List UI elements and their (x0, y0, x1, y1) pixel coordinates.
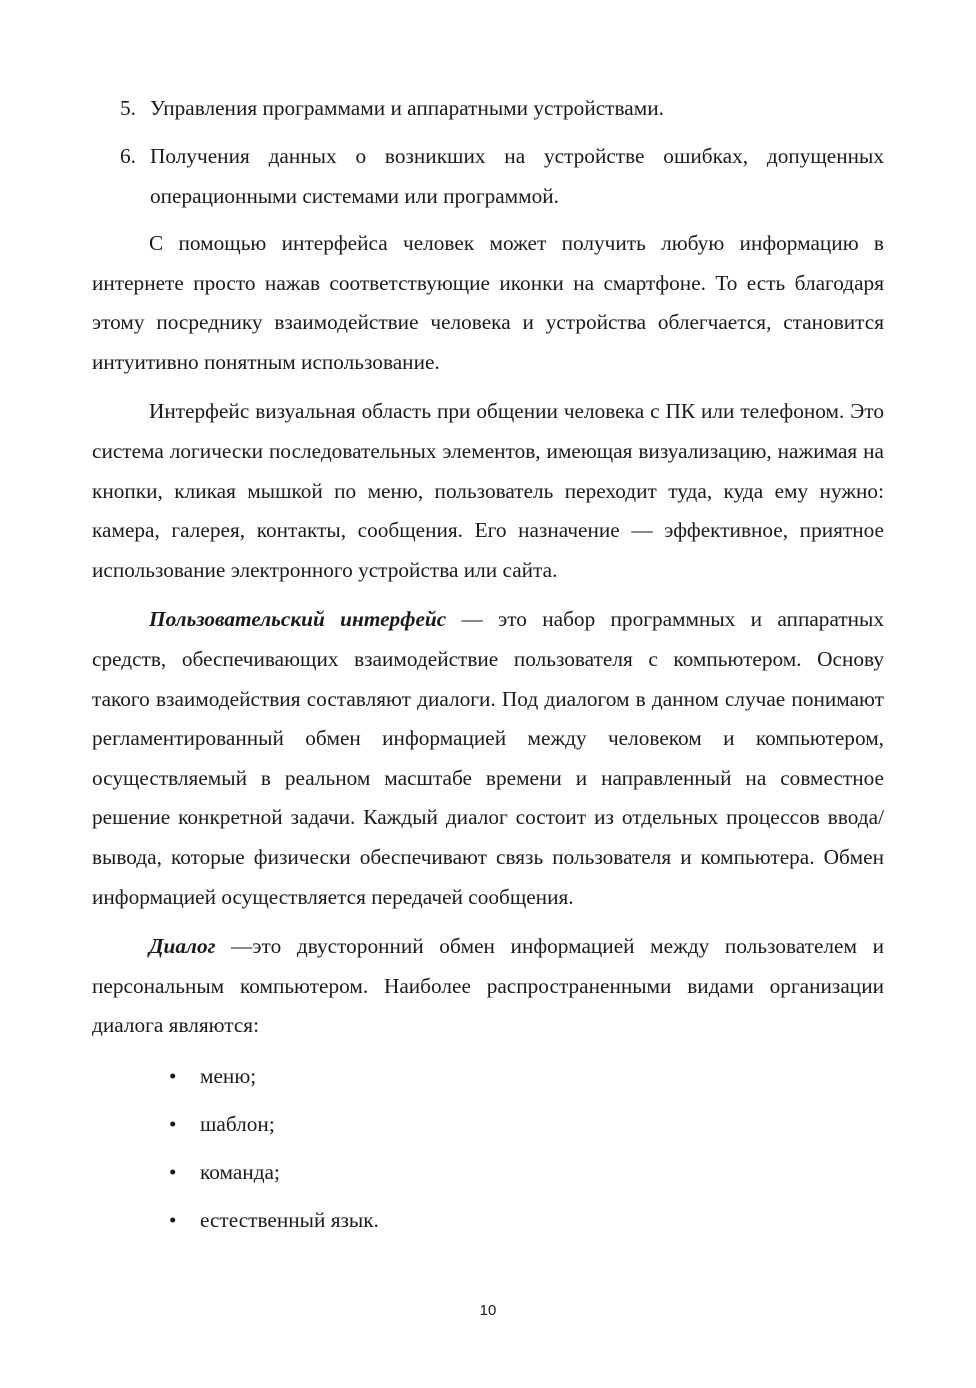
paragraph-text: — это набор программных и аппаратных средств, обеспечивающих взаимодействие пользователя с компьютером. Основу такого взаимодействия составляют диалоги. Под диалогом в данном случае понимают регламентированный обмен информацией между человеком и компьютером, осуществляемый в реальном масштабе времени и направленный на совместное решение конкретной задачи. Каждый диалог состоит из отдельных процессов ввода/вывода, которые физически обеспечивают связь пользователя и компьютера. Обмен информацией осуществляется передачей сообщения. (92, 607, 885, 909)
list-item-text: меню; (200, 1063, 257, 1088)
list-item-text: шаблон; (200, 1111, 275, 1136)
list-item (92, 1104, 884, 1144)
bullet-icon: • (169, 1159, 177, 1184)
item-number: 5. (120, 96, 136, 120)
numbered-item (92, 136, 884, 216)
page-number: 10 (479, 1302, 497, 1319)
list-item-text: команда; (200, 1159, 280, 1184)
term-dialog: Диалог (149, 934, 216, 959)
item-number: 6. (120, 144, 136, 168)
list-item (92, 1200, 884, 1240)
numbered-list (92, 88, 884, 216)
list-item (92, 1056, 884, 1096)
paragraph-user-interface (92, 600, 884, 917)
numbered-item (92, 88, 884, 128)
paragraph-text: —это двусторонний обмен информацией между пользователем и персональным компьютером. Наиболее распространенными видами организации диалога являются: (92, 934, 884, 1038)
bullet-icon: • (169, 1207, 177, 1232)
bullet-list (92, 1056, 884, 1240)
item-text: Получения данных о возникших на устройстве ошибках, допущенных операционными системами или программой. (150, 144, 884, 208)
list-item-text: естественный язык. (200, 1207, 379, 1232)
bullet-icon: • (169, 1063, 177, 1088)
term-user-interface: Пользовательский интерфейс (149, 607, 447, 632)
paragraph-dialog (92, 927, 884, 1046)
list-item (92, 1152, 884, 1192)
bullet-icon: • (169, 1111, 177, 1136)
paragraph-interface-purpose: С помощью интерфейса человек может получить любую информацию в интернете просто нажав соответствующие иконки на смартфоне. То есть благодаря этому посреднику взаимодействие человека и устройства облегчается, становится интуитивно понятным использование. (92, 231, 884, 374)
page-content (92, 88, 884, 1248)
paragraph-interface-definition: Интерфейс визуальная область при общении человека с ПК или телефоном. Это система логически последовательных элементов, имеющая визуализацию, нажимая на кнопки, кликая мышкой по меню, пользователь переходит туда, куда ему нужно: камера, галерея, контакты, сообщения. Его назначение — эффективное, приятное использование электронного устройства или сайта. (92, 399, 884, 582)
item-text: Управления программами и аппаратными устройствами. (150, 96, 664, 120)
